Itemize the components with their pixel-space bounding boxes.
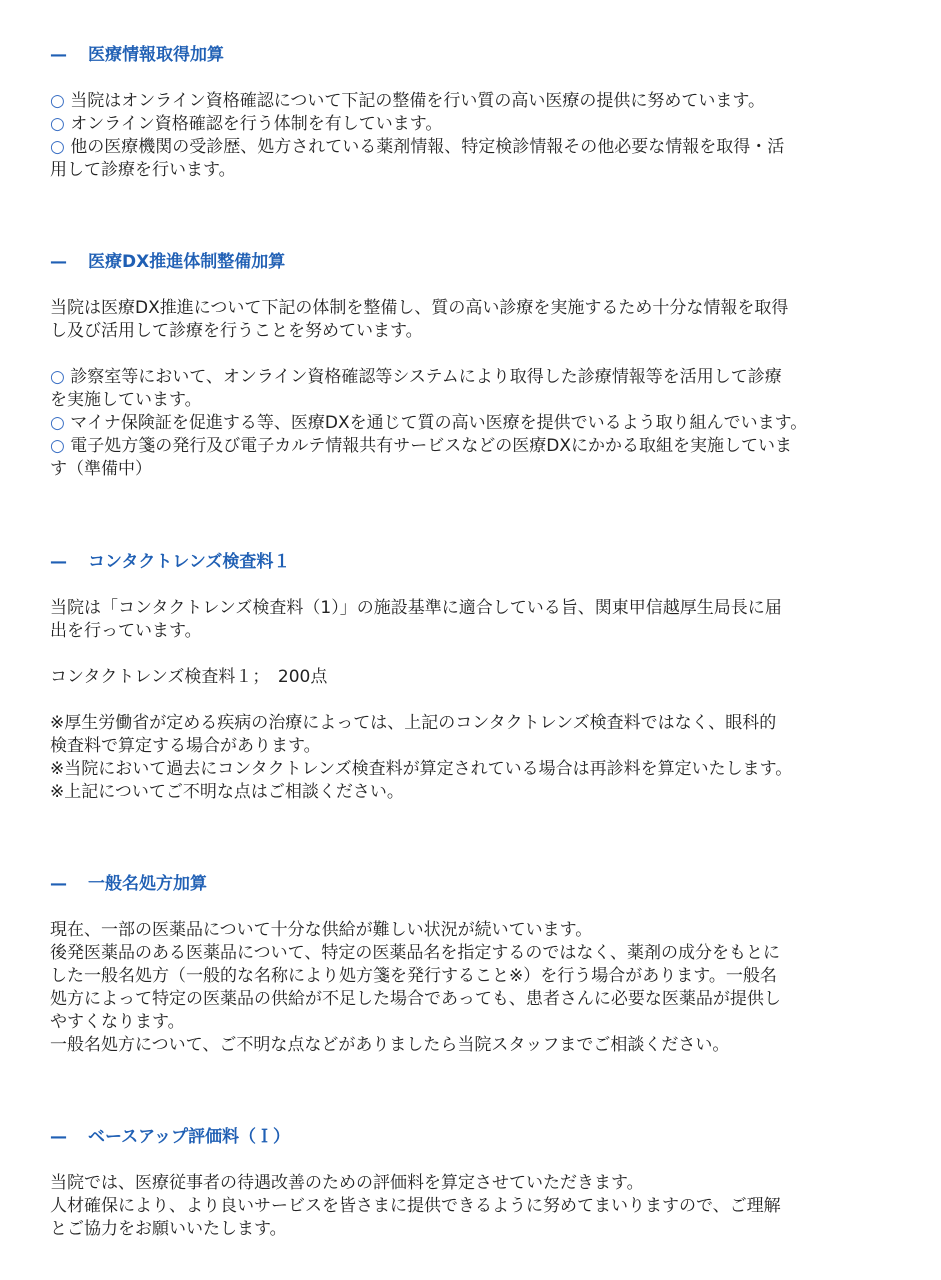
line-text: 検査料で算定する場合があります。 <box>50 736 321 756</box>
text-line <box>50 366 910 389</box>
line-text: ※上記についてご不明な点はご相談ください。 <box>50 782 404 802</box>
section <box>50 873 910 1057</box>
line-text: 当院は医療DX推進について下記の体制を整備し、質の高い診療を実施するため十分な情報を取得 <box>50 298 789 318</box>
paragraph-gap <box>50 643 910 666</box>
line-text: ※当院において過去にコンタクトレンズ検査料が算定されている場合は再診料を算定いたします。 <box>50 759 793 779</box>
text-line <box>50 919 910 942</box>
heading-dash: — <box>50 874 67 894</box>
line-text: を実施しています。 <box>50 390 202 410</box>
text-line <box>50 942 910 965</box>
circle-bullet-icon: ○ <box>50 367 65 387</box>
line-text: オンライン資格確認を行う体制を有しています。 <box>64 114 443 134</box>
section <box>50 551 910 804</box>
line-text: 当院では、医療従事者の待遇改善のための評価料を算定させていただきます。 <box>50 1173 644 1193</box>
line-text: 人材確保により、より良いサービスを皆さまに提供できるように努めてまいりますので、ご理解 <box>50 1196 781 1216</box>
heading-dash: — <box>50 45 67 65</box>
text-line <box>50 1172 910 1195</box>
heading-dash: — <box>50 252 67 272</box>
text-line <box>50 1195 910 1218</box>
section <box>50 44 910 182</box>
circle-bullet-icon: ○ <box>50 114 65 134</box>
heading-title: コンタクトレンズ検査料１ <box>88 552 291 572</box>
text-line <box>50 458 910 481</box>
text-line <box>50 320 910 343</box>
section-heading <box>50 551 910 574</box>
section-body <box>50 1172 910 1241</box>
text-line <box>50 781 910 804</box>
text-line <box>50 758 910 781</box>
text-line <box>50 965 910 988</box>
text-line <box>50 666 910 689</box>
text-line <box>50 113 910 136</box>
text-line <box>50 159 910 182</box>
section-heading <box>50 251 910 274</box>
line-text: 一般名処方について、ご不明な点などがありましたら当院スタッフまでご相談ください。 <box>50 1035 730 1055</box>
text-line <box>50 1034 910 1057</box>
heading-title: ベースアップ評価料（Ｉ） <box>88 1127 290 1147</box>
line-text: した一般名処方（一般的な名称により処方箋を発行すること※）を行う場合があります。一般名 <box>50 966 777 986</box>
heading-dash: — <box>50 1127 67 1147</box>
text-line <box>50 389 910 412</box>
section-heading <box>50 44 910 67</box>
line-text: 出を行っています。 <box>50 621 202 641</box>
line-text: す（準備中） <box>50 459 152 479</box>
line-text: マイナ保険証を促進する等、医療DXを通じて質の高い医療を提供でいるよう取り組んでいます。 <box>64 413 808 433</box>
heading-title: 医療DX推進体制整備加算 <box>88 252 286 272</box>
text-line <box>50 597 910 620</box>
line-text: やすくなります。 <box>50 1012 185 1032</box>
heading-title: 医療情報取得加算 <box>88 45 224 65</box>
line-text: 診察室等において、オンライン資格確認等システムにより取得した診療情報等を活用して診療 <box>64 367 782 387</box>
line-text: 後発医薬品のある医薬品について、特定の医薬品名を指定するのではなく、薬剤の成分をもとに <box>50 943 780 963</box>
paragraph-gap <box>50 343 910 366</box>
text-line <box>50 90 910 113</box>
paragraph-gap <box>50 689 910 712</box>
line-text: 他の医療機関の受診歴、処方されている薬剤情報、特定検診情報その他必要な情報を取得・活 <box>64 137 785 157</box>
section-heading <box>50 873 910 896</box>
text-line <box>50 712 910 735</box>
text-line <box>50 988 910 1011</box>
line-text: 処方によって特定の医薬品の供給が不足した場合であっても、患者さんに必要な医薬品が提供し <box>50 989 781 1009</box>
text-line <box>50 435 910 458</box>
line-text: 当院はオンライン資格確認について下記の整備を行い質の高い医療の提供に努めています。 <box>64 91 766 111</box>
section-body <box>50 597 910 804</box>
circle-bullet-icon: ○ <box>50 413 65 433</box>
section-body <box>50 90 910 182</box>
heading-dash: — <box>50 552 67 572</box>
line-text: し及び活用して診療を行うことを努めています。 <box>50 321 423 341</box>
section-heading <box>50 1126 910 1149</box>
text-line <box>50 297 910 320</box>
section-body <box>50 297 910 481</box>
text-line <box>50 1218 910 1241</box>
line-text: 用して診療を行います。 <box>50 160 236 180</box>
text-line <box>50 735 910 758</box>
section-body <box>50 919 910 1057</box>
text-line <box>50 412 910 435</box>
line-text: 当院は「コンタクトレンズ検査料（1）」の施設基準に適合している旨、関東甲信越厚生局長に届 <box>50 598 782 618</box>
line-text: コンタクトレンズ検査料１； 200点 <box>50 667 328 687</box>
section <box>50 251 910 481</box>
section <box>50 1126 910 1241</box>
line-text: 現在、一部の医薬品について十分な供給が難しい状況が続いています。 <box>50 920 593 940</box>
text-line <box>50 1011 910 1034</box>
circle-bullet-icon: ○ <box>50 91 65 111</box>
circle-bullet-icon: ○ <box>50 436 65 456</box>
text-line <box>50 620 910 643</box>
heading-title: 一般名処方加算 <box>88 874 207 894</box>
text-line <box>50 136 910 159</box>
circle-bullet-icon: ○ <box>50 137 65 157</box>
line-text: とご協力をお願いいたします。 <box>50 1219 287 1239</box>
line-text: 電子処方箋の発行及び電子カルテ情報共有サービスなどの医療DXにかかる取組を実施していま <box>64 436 792 456</box>
line-text: ※厚生労働省が定める疾病の治療によっては、上記のコンタクトレンズ検査料ではなく、眼科的 <box>50 713 777 733</box>
